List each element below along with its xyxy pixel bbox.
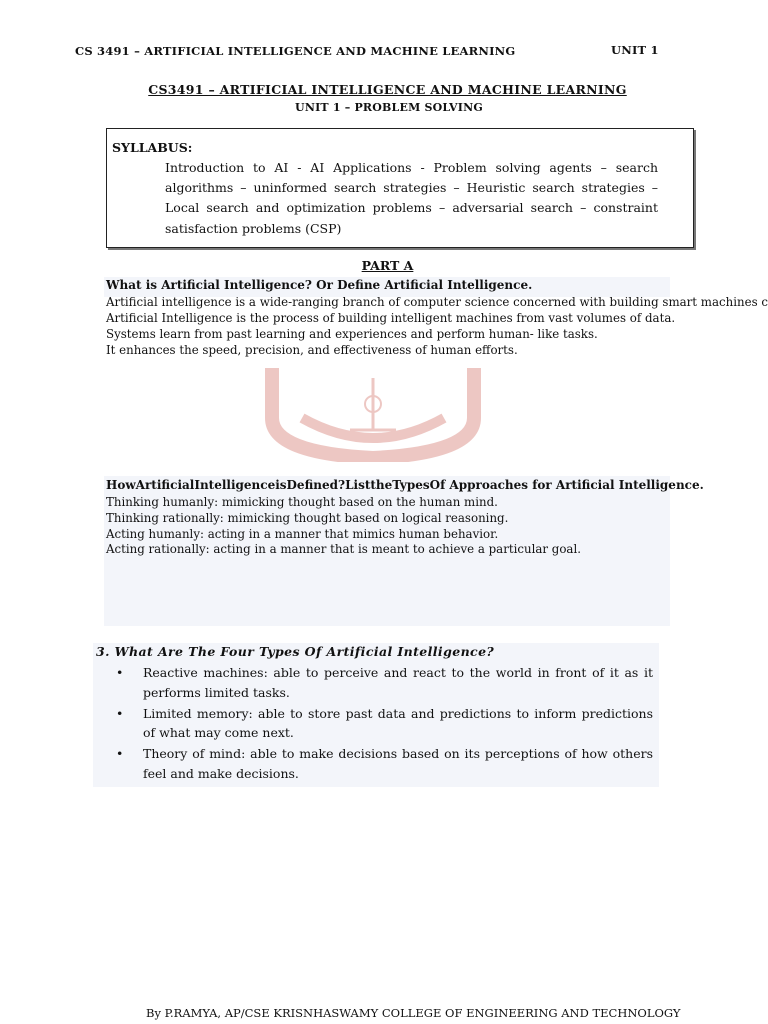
- q1-line: It enhances the speed, precision, and effectiveness of human efforts.: [106, 343, 518, 357]
- document-subtitle: UNIT 1 – PROBLEM SOLVING: [295, 101, 483, 114]
- q1-line: Systems learn from past learning and experiences and perform human- like tasks.: [106, 327, 598, 341]
- q2-line: Thinking rationally: mimicking thought based on logical reasoning.: [106, 511, 509, 525]
- list-item: [116, 704, 653, 743]
- college-seal-watermark: [262, 358, 484, 462]
- bullet-icon: •: [116, 746, 124, 761]
- question-1: What is Artificial Intelligence? Or Define Artificial Intelligence.: [106, 278, 533, 292]
- part-a-heading: PART A: [361, 258, 414, 273]
- list-item-text: Reactive machines: able to perceive and react to the world in front of it as it performs limited tasks.: [143, 665, 653, 700]
- q3-bullet-list: [116, 663, 653, 785]
- q1-line: Artificial intelligence is a wide-ranging branch of computer science concerned with building smart machines c: [106, 295, 768, 309]
- header-course: CS 3491 – ARTIFICIAL INTELLIGENCE AND MACHINE LEARNING: [75, 44, 516, 58]
- q1-line: Artificial Intelligence is the process of building intelligent machines from vast volumes of data.: [106, 311, 676, 325]
- bullet-icon: •: [116, 665, 124, 680]
- q2-line: Acting humanly: acting in a manner that mimics human behavior.: [106, 527, 499, 541]
- question-3: 3. What Are The Four Types Of Artificial Intelligence?: [96, 644, 495, 659]
- document-title: CS3491 – ARTIFICIAL INTELLIGENCE AND MACHINE LEARNING: [148, 82, 627, 97]
- list-item-text: Theory of mind: able to make decisions based on its perceptions of how others feel and make decisions.: [143, 746, 653, 781]
- list-item: [116, 744, 653, 783]
- bullet-icon: •: [116, 705, 124, 721]
- header-unit: UNIT 1: [611, 43, 659, 57]
- syllabus-text: Introduction to AI - AI Applications - Problem solving agents – search algorithms – uninformed search strategies – Heuristic search strategies – Local search and optimization problems – adversarial search – constraint satisfaction problems (CSP): [165, 160, 658, 236]
- q2-line: Acting rationally: acting in a manner that is meant to achieve a particular goal.: [106, 542, 581, 556]
- syllabus-label: SYLLABUS:: [112, 140, 193, 155]
- page-footer: By P.RAMYA, AP/CSE KRISNHASWAMY COLLEGE OF ENGINEERING AND TECHNOLOGY: [146, 1006, 681, 1020]
- q2-line: Thinking humanly: mimicking thought based on the human mind.: [106, 495, 498, 509]
- list-item-text: Limited memory: able to store past data and predictions to inform predictions of what may come next.: [143, 705, 653, 740]
- question-2: HowArtificialIntelligenceisDefined?ListtheTypesOf Approaches for Artificial Intelligence.: [106, 478, 704, 492]
- list-item: [116, 663, 653, 702]
